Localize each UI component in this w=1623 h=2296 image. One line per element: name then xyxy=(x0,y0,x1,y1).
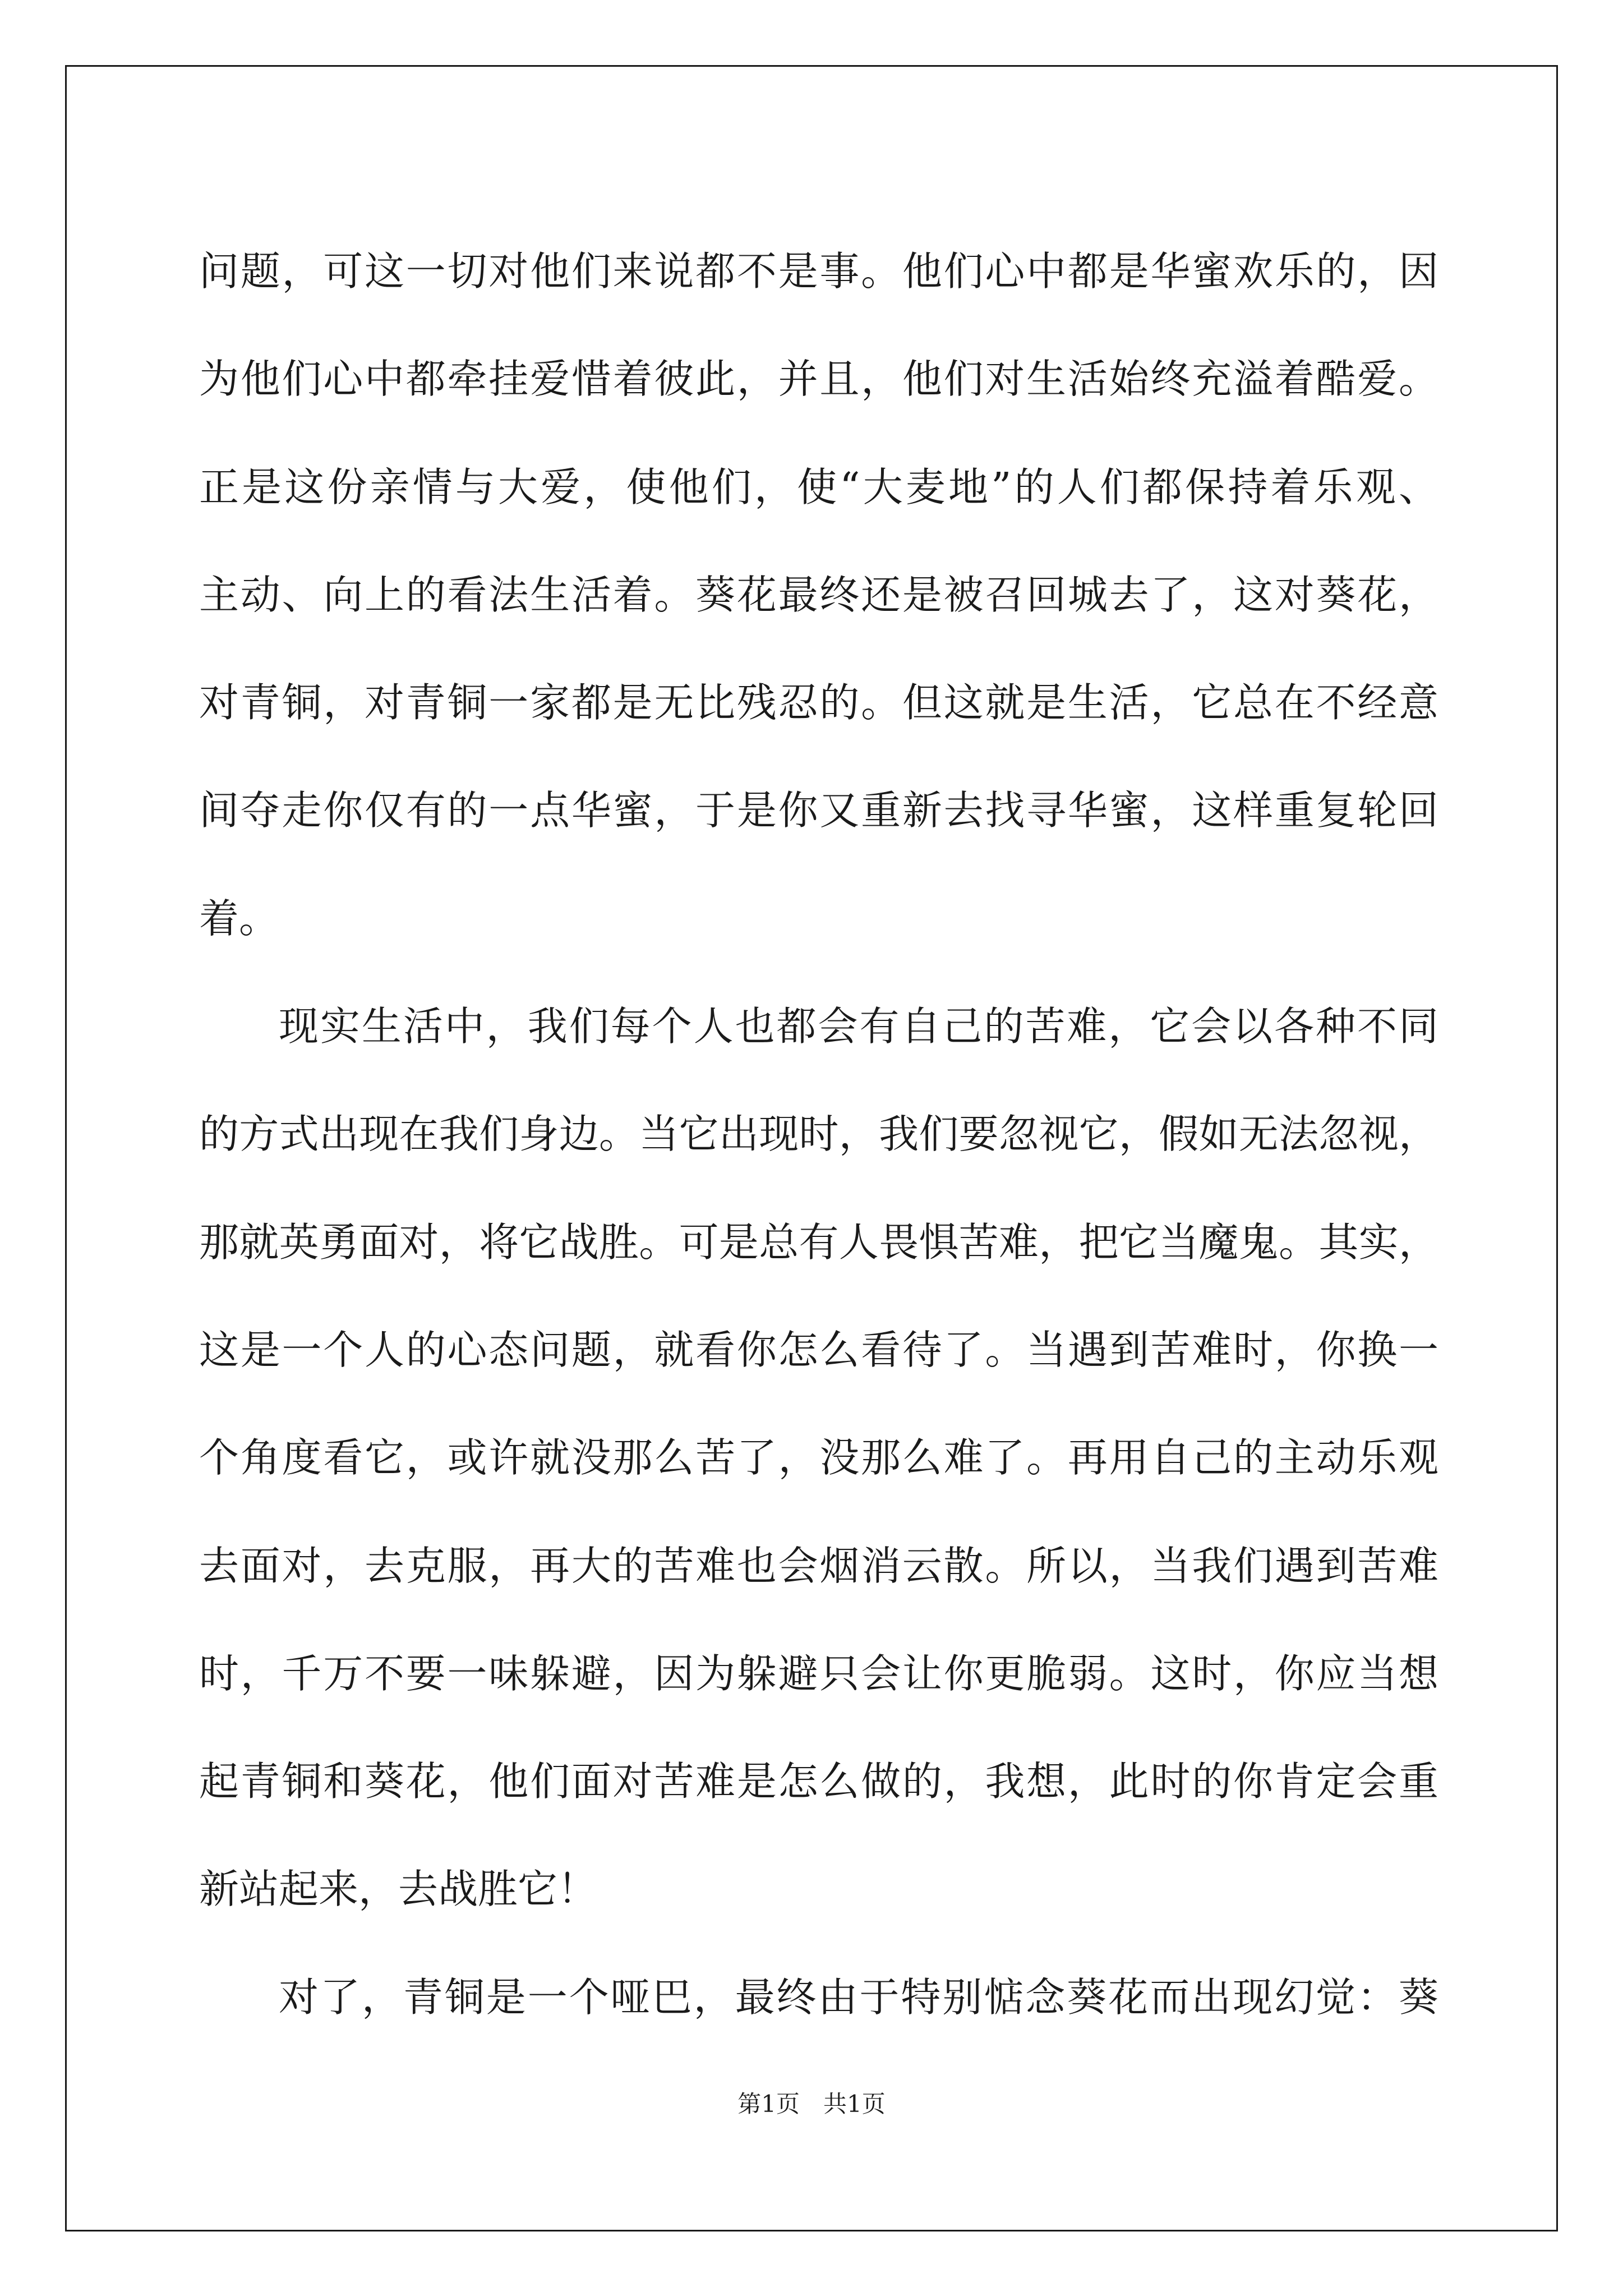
text-line: 着。 xyxy=(199,895,279,942)
text-line: 为他们心中都牵挂爱惜着彼此，并且，他们对生活始终充溢着酷爱。 xyxy=(199,356,1438,403)
text-line: 现实生活中，我们每个人也都会有自己的苦难，它会以各种不同 xyxy=(279,1003,1438,1050)
text-line: 间夺走你仅有的一点华蜜，于是你又重新去找寻华蜜，这样重复轮回 xyxy=(199,787,1438,834)
text-line: 问题，可这一切对他们来说都不是事。他们心中都是华蜜欢乐的，因 xyxy=(199,248,1438,295)
text-line: 那就英勇面对，将它战胜。可是总有人畏惧苦难，把它当魔鬼。其实， xyxy=(199,1218,1438,1266)
text-line: 这是一个人的心态问题，就看你怎么看待了。当遇到苦难时，你换一 xyxy=(199,1326,1438,1373)
text-line: 去面对，去克服，再大的苦难也会烟消云散。所以，当我们遇到苦难 xyxy=(199,1542,1438,1589)
text-line: 个角度看它，或许就没那么苦了，没那么难了。再用自己的主动乐观 xyxy=(199,1434,1438,1481)
text-line: 对了，青铜是一个哑巴，最终由于特别惦念葵花而出现幻觉：葵 xyxy=(279,1973,1438,2021)
text-line: 时，千万不要一味躲避，因为躲避只会让你更脆弱。这时，你应当想 xyxy=(199,1650,1438,1697)
text-line: 主动、向上的看法生活着。葵花最终还是被召回城去了，这对葵花， xyxy=(199,571,1438,618)
text-line: 正是这份亲情与大爱，使他们，使“大麦地”的人们都保持着乐观、 xyxy=(199,463,1438,510)
text-line: 起青铜和葵花，他们面对苦难是怎么做的，我想，此时的你肯定会重 xyxy=(199,1758,1438,1805)
text-line: 新站起来，去战胜它！ xyxy=(199,1866,598,1913)
document-body xyxy=(199,218,1438,2051)
text-line: 对青铜，对青铜一家都是无比残忍的。但这就是生活，它总在不经意 xyxy=(199,679,1438,726)
page-footer: 第1页 共1页 xyxy=(737,2090,886,2118)
text-line: 的方式出现在我们身边。当它出现时，我们要忽视它，假如无法忽视， xyxy=(199,1111,1438,1158)
